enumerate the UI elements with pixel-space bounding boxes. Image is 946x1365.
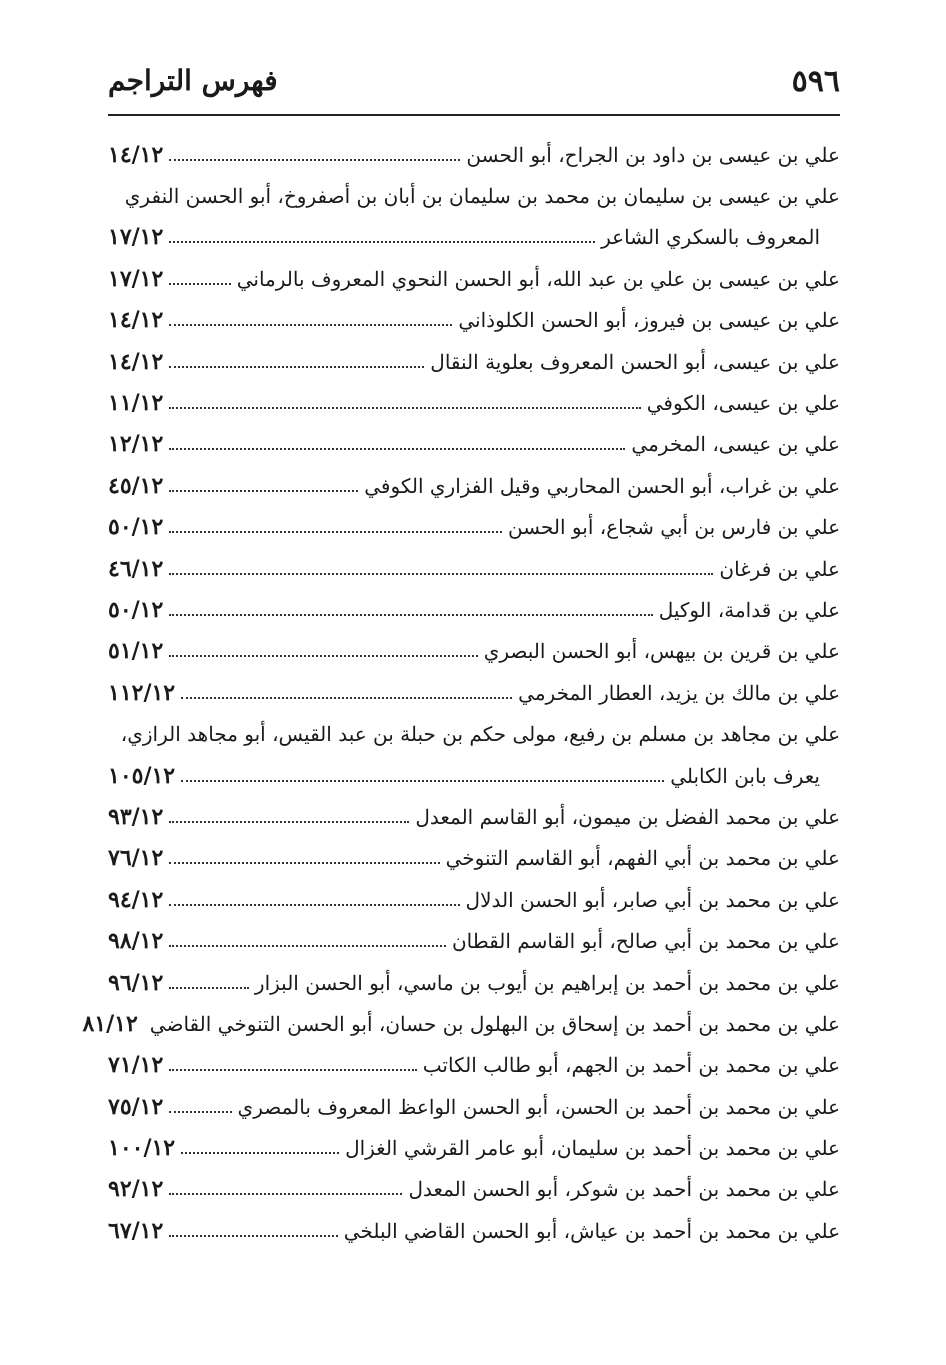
index-entry: [108, 341, 840, 382]
entry-line: [108, 548, 840, 589]
entry-name: يعرف بابن الكابلي: [670, 763, 820, 788]
entry-name: علي بن محمد الفضل بن ميمون، أبو القاسم المعدل: [415, 804, 840, 829]
entry-line: [108, 507, 840, 548]
entry-line: [108, 1127, 840, 1168]
index-entry: [108, 796, 840, 837]
entry-line: [82, 1003, 840, 1044]
index-entry: [108, 424, 840, 465]
volume-page-ref: ٩٤/١٢: [108, 886, 164, 913]
entry-name: علي بن محمد بن أبي الفهم، أبو القاسم التنوخي: [445, 846, 840, 871]
index-entry: [108, 1127, 840, 1168]
index-entry: [108, 382, 840, 423]
dot-leader: [169, 241, 595, 243]
entry-name: علي بن محمد بن أحمد بن شوكر، أبو الحسن المعدل: [408, 1177, 840, 1202]
dot-leader: [169, 531, 502, 533]
volume-page-ref: ١٤/١٢: [108, 307, 164, 334]
index-entry: [108, 1210, 840, 1251]
volume-page-ref: ٩٣/١٢: [108, 803, 164, 830]
entry-line: [108, 382, 840, 423]
entry-name: علي بن عيسى بن علي بن عبد الله، أبو الحسن النحوي المعروف بالرماني: [236, 266, 840, 291]
volume-page-ref: ١٤/١٢: [108, 348, 164, 375]
dot-leader: [169, 1069, 416, 1071]
dot-leader: [169, 448, 625, 450]
entry-name: علي بن محمد بن أحمد بن إسحاق بن البهلول بن حسان، أبو الحسن التنوخي القاضي: [149, 1011, 840, 1036]
volume-page-ref: ٧١/١٢: [108, 1052, 164, 1079]
dot-leader: [181, 697, 512, 699]
entry-line: [108, 920, 840, 961]
dot-leader: [169, 1235, 337, 1237]
entry-line: [108, 1210, 840, 1251]
entry-name: علي بن عيسى، الكوفي: [646, 391, 840, 416]
entry-name: علي بن محمد بن أحمد بن الحسن، أبو الحسن الواعظ المعروف بالمصري: [237, 1094, 840, 1119]
entry-line: [108, 465, 840, 506]
entry-name: علي بن مالك بن يزيد، العطار المخرمي: [518, 680, 840, 705]
dot-leader: [169, 904, 459, 906]
entry-name: علي بن عيسى، المخرمي: [631, 432, 840, 457]
entry-name: المعروف بالسكري الشاعر: [601, 225, 820, 250]
volume-page-ref: ٥٠/١٢: [108, 514, 164, 541]
entry-line: [108, 1086, 840, 1127]
entry-line: [108, 1045, 840, 1086]
entry-name: علي بن قرين بن بيهس، أبو الحسن البصري: [483, 639, 840, 664]
dot-leader: [169, 862, 439, 864]
entry-line: [108, 589, 840, 630]
dot-leader: [169, 324, 452, 326]
index-entry: [108, 507, 840, 548]
entry-name: علي بن فارس بن أبي شجاع، أبو الحسن: [507, 515, 840, 540]
entry-continuation-line: [108, 217, 840, 258]
index-entry: [108, 713, 840, 796]
entry-name: علي بن عيسى، أبو الحسن المعروف بعلوية النقال: [430, 349, 840, 374]
entry-line: [108, 134, 840, 175]
entry-name: علي بن فرغان: [719, 556, 840, 581]
dot-leader: [169, 987, 249, 989]
volume-page-ref: ١١٢/١٢: [108, 679, 176, 706]
volume-page-ref: ١١/١٢: [108, 390, 164, 417]
entry-line: [108, 672, 840, 713]
entry-name: علي بن محمد بن أحمد بن الجهم، أبو طالب الكاتب: [422, 1053, 840, 1078]
index-entry: [108, 672, 840, 713]
entry-name: علي بن محمد بن أحمد بن عياش، أبو الحسن القاضي البلخي: [343, 1218, 840, 1243]
volume-page-ref: ١٤/١٢: [108, 141, 164, 168]
dot-leader: [169, 490, 358, 492]
volume-page-ref: ١٠٠/١٢: [108, 1135, 176, 1162]
index-entry: [108, 134, 840, 175]
entry-name: علي بن عيسى بن داود بن الجراح، أبو الحسن: [466, 142, 840, 167]
entry-continuation-line: [108, 755, 840, 796]
entry-line: [108, 175, 840, 216]
volume-page-ref: ١٧/١٢: [108, 224, 164, 251]
dot-leader: [169, 159, 460, 161]
index-entry: [108, 1169, 840, 1210]
index-entry: [108, 175, 840, 258]
index-entry: [108, 920, 840, 961]
entry-line: [108, 424, 840, 465]
entry-name: علي بن عيسى بن سليمان بن محمد بن سليمان بن أبان بن أصفروخ، أبو الحسن النفري: [124, 184, 840, 209]
entry-line: [108, 258, 840, 299]
volume-page-ref: ٤٥/١٢: [108, 472, 164, 499]
volume-page-ref: ١٧/١٢: [108, 265, 164, 292]
volume-page-ref: ٥١/١٢: [108, 638, 164, 665]
entry-line: [108, 1169, 840, 1210]
dot-leader: [181, 1152, 339, 1154]
dot-leader: [169, 407, 640, 409]
page-number: ٥٩٦: [791, 64, 840, 99]
dot-leader: [181, 780, 664, 782]
index-entry: [108, 962, 840, 1003]
index-entry: [108, 258, 840, 299]
entry-name: علي بن عيسى بن فيروز، أبو الحسن الكلوذاني: [458, 308, 840, 333]
entry-name: علي بن محمد بن أبي صالح، أبو القاسم القطان: [451, 929, 840, 954]
entry-line: [108, 631, 840, 672]
volume-page-ref: ٦٧/١٢: [108, 1217, 164, 1244]
index-entry: [108, 838, 840, 879]
entry-line: [108, 838, 840, 879]
volume-page-ref: ٧٥/١٢: [108, 1093, 164, 1120]
dot-leader: [169, 1193, 402, 1195]
dot-leader: [169, 655, 477, 657]
entry-name: علي بن محمد بن أحمد بن سليمان، أبو عامر القرشي الغزال: [345, 1136, 840, 1161]
volume-page-ref: ٩٨/١٢: [108, 928, 164, 955]
index-entry: [108, 1086, 840, 1127]
index-entry: [108, 589, 840, 630]
entry-name: علي بن مجاهد بن مسلم بن رفيع، مولى حكم بن حبلة بن عبد القيس، أبو مجاهد الرازي،: [120, 722, 840, 747]
dot-leader: [169, 614, 652, 616]
index-entry: [108, 879, 840, 920]
running-title: فهرس التراجم: [108, 64, 278, 97]
index-entry: [108, 548, 840, 589]
entry-line: [108, 962, 840, 1003]
index-list: [82, 134, 840, 1252]
index-entry: [108, 300, 840, 341]
index-entry: [82, 1003, 840, 1044]
entry-name: علي بن قدامة، الوكيل: [658, 597, 840, 622]
volume-page-ref: ٧٦/١٢: [108, 845, 164, 872]
dot-leader: [169, 283, 230, 285]
dot-leader: [169, 1111, 231, 1113]
dot-leader: [169, 945, 446, 947]
dot-leader: [169, 366, 424, 368]
entry-name: علي بن غراب، أبو الحسن المحاربي وقيل الفزاري الكوفي: [364, 473, 840, 498]
volume-page-ref: ١٠٥/١٢: [108, 762, 176, 789]
volume-page-ref: ٩٢/١٢: [108, 1176, 164, 1203]
dot-leader: [169, 821, 409, 823]
volume-page-ref: ٨١/١٢: [82, 1010, 138, 1037]
volume-page-ref: ٥٠/١٢: [108, 596, 164, 623]
index-entry: [108, 1045, 840, 1086]
entry-line: [108, 796, 840, 837]
index-entry: [108, 465, 840, 506]
dot-leader: [169, 573, 713, 575]
page-header: [108, 60, 840, 106]
entry-line: [108, 300, 840, 341]
entry-line: [108, 879, 840, 920]
index-entry: [108, 631, 840, 672]
volume-page-ref: ٤٦/١٢: [108, 555, 164, 582]
volume-page-ref: ١٢/١٢: [108, 431, 164, 458]
entry-name: علي بن محمد بن أبي صابر، أبو الحسن الدلال: [465, 887, 840, 912]
header-rule: [108, 114, 840, 116]
entry-name: علي بن محمد بن أحمد بن إبراهيم بن أيوب بن ماسي، أبو الحسن البزار: [254, 970, 840, 995]
volume-page-ref: ٩٦/١٢: [108, 969, 164, 996]
entry-line: [108, 341, 840, 382]
entry-line: [108, 713, 840, 754]
